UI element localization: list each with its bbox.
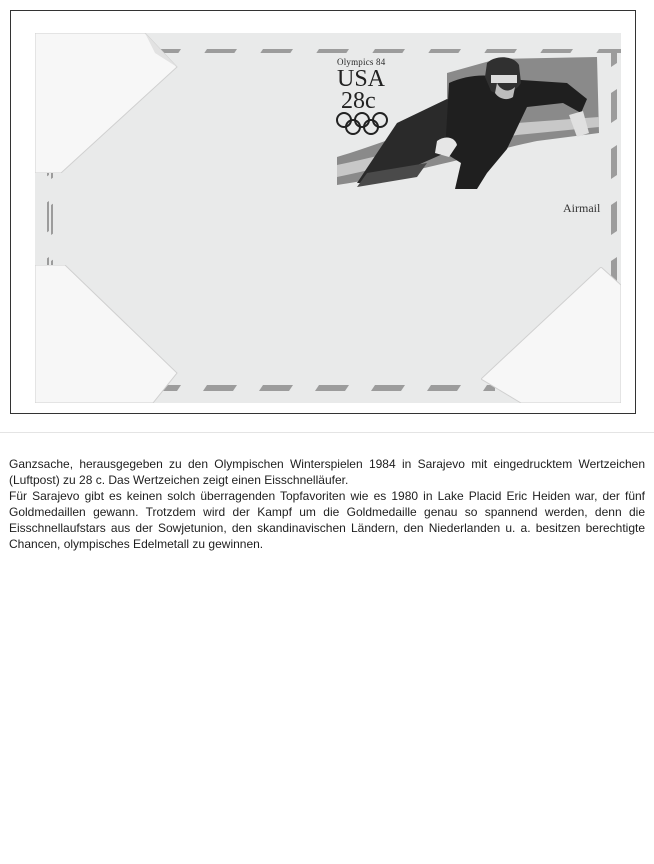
olympic-rings-icon [335, 111, 389, 137]
stamp-event-label: Olympics 84 [337, 57, 386, 67]
caption-paragraph-1: Ganzsache, herausgegeben zu den Olympischen Winterspielen 1984 in Sarajevo mit eingedrucktem Wertzeichen (Luftpost) zu 28 c. Das Wertzeichen zeigt einen Eisschnelläufer. [9, 457, 645, 487]
page-fold-line [0, 432, 654, 433]
caption-text-block [9, 456, 645, 552]
airmail-envelope [35, 33, 621, 403]
stamp-value-label: 28c [341, 88, 376, 114]
caption-paragraph-2: Für Sarajevo gibt es keinen solch überragenden Topfavoriten wie es 1980 in Lake Placid Eric Heiden war, der fünf Goldmedaillen gewann. Trotzdem wird der Kampf um die Goldmedaille genau so spannend werden, denn die Eisschnellaufstars aus der Sowjetunion, den skandinavischen Ländern, den Niederlanden u. a. besitzen berechtigte Chancen, olympisches Edelmetall zu gewinnen. [9, 489, 645, 551]
mount-corner-bottom-left [35, 265, 185, 403]
mount-corner-bottom-right [481, 267, 621, 403]
mount-corner-top-left [35, 33, 185, 173]
stamp-country-label: USA [337, 66, 386, 92]
album-page-frame [10, 10, 636, 414]
airmail-label: Airmail [563, 201, 601, 215]
